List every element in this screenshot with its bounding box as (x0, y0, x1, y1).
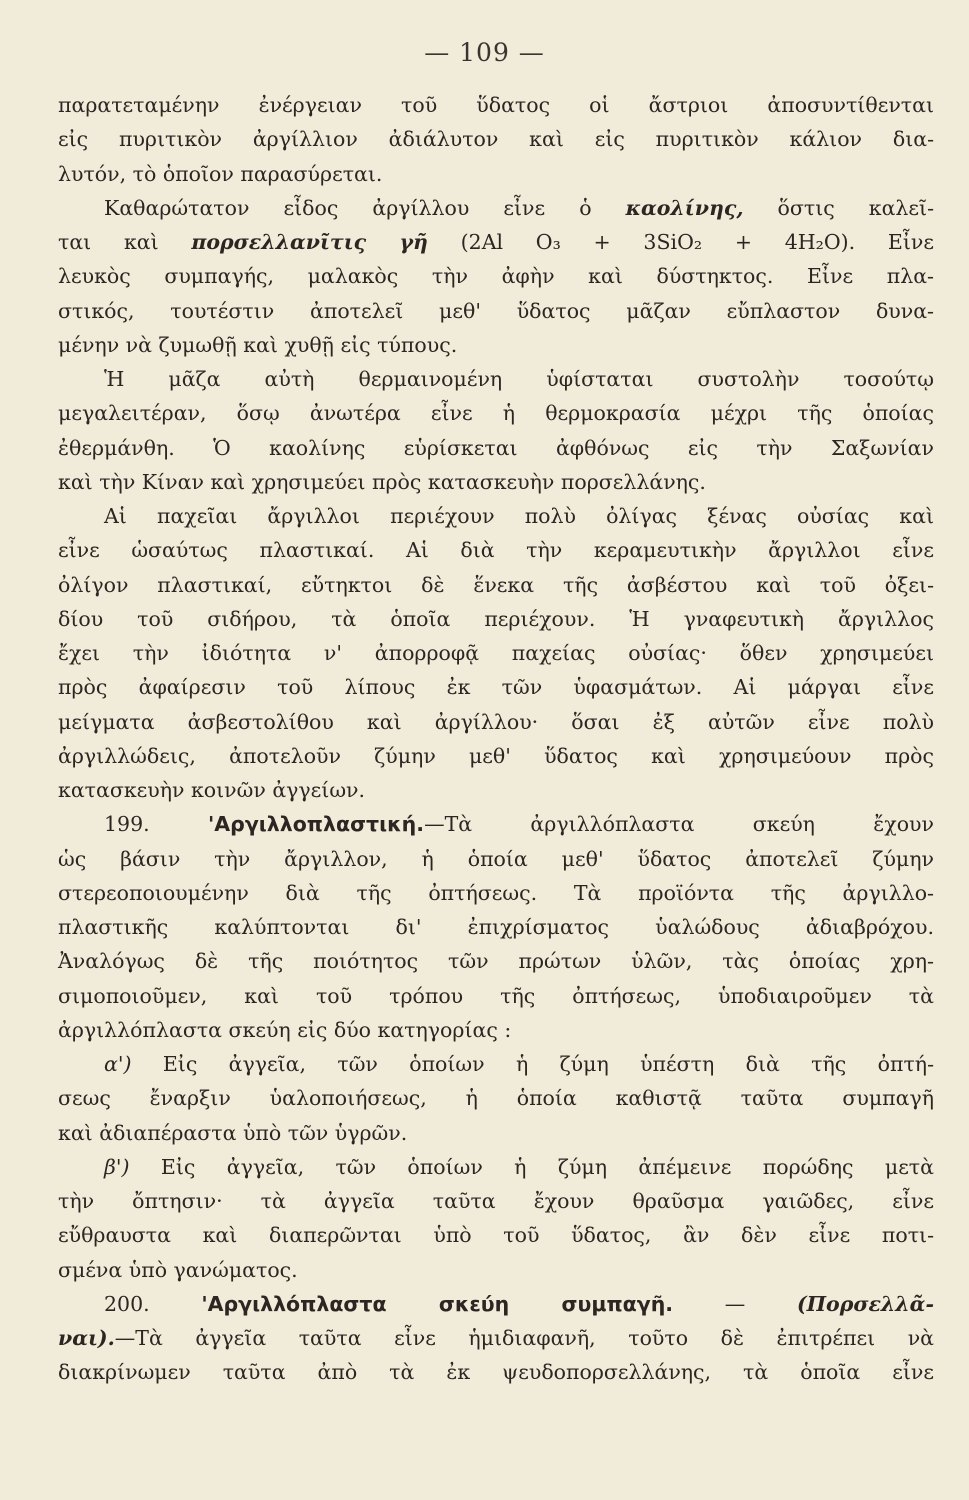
page-number: — 109 — (424, 38, 545, 67)
term-kaolinis: καολίνης, (625, 195, 744, 220)
text-line: ὀλίγον πλαστικαί, εὔτηκτοι δὲ ἕνεκα τῆς ἀσβέστου καὶ τοῦ ὀξει- (58, 572, 934, 597)
text-line: σμένα ὑπὸ γανώματος. (58, 1257, 298, 1282)
text-line: κατασκευὴν κοινῶν ἀγγείων. (58, 778, 366, 802)
section-200-title: 'Αργιλλόπλαστα σκεύη συμπαγῆ. (201, 1291, 674, 1316)
text-line: σιμοποιοῦμεν, καὶ τοῦ τρόπου τῆς ὀπτήσεως, ὑποδιαιροῦμεν τὰ (58, 983, 934, 1008)
text-line: ναι).—Τὰ ἀγγεῖα ταῦτα εἶνε ἡμιδιαφανῆ, τοῦτο δὲ ἐπιτρέπει νὰ (58, 1326, 934, 1350)
text-line: λευκὸς συμπαγής, μαλακὸς τὴν ἀφὴν καὶ δύστηκτος. Εἶνε πλα- (58, 264, 934, 289)
text-line: καὶ ἀδιαπέραστα ὑπὸ τῶν ὑγρῶν. (58, 1120, 408, 1145)
text-line: Αἱ παχεῖαι ἄργιλλοι περιέχουν πολὺ ὀλίγας ξένας οὐσίας καὶ (104, 504, 934, 528)
text-line: Ἀναλόγως δὲ τῆς ποιότητος τῶν πρώτων ὑλῶν, τὰς ὁποίας χρη- (58, 949, 934, 974)
list-item-a: α') Εἰς ἀγγεῖα, τῶν ὁποίων ἡ ζύμη ὑπέστη διὰ τῆς ὀπτή- (104, 1052, 934, 1076)
body-text (58, 88, 934, 1390)
text-line: μεγαλειτέραν, ὅσῳ ἀνωτέρα εἶνε ἡ θερμοκρασία μέχρι τῆς ὁποίας (58, 401, 934, 426)
list-item-b: β') Εἰς ἀγγεῖα, τῶν ὁποίων ἡ ζύμη ἀπέμεινε πορώδης μετὰ (104, 1154, 934, 1179)
section-199-title: 'Αργιλλοπλαστική. (208, 812, 425, 837)
text-line: πλαστικῆς καλύπτονται δι' ἐπιχρίσματος ὑαλώδους ἀδιαβρόχου. (58, 915, 934, 939)
text-line: πρὸς ἀφαίρεσιν τοῦ λίπους ἐκ τῶν ὑφασμάτων. Αἱ μάργαι εἶνε (58, 675, 934, 700)
text-line: ἀργιλλώδεις, ἀποτελοῦν ζύμην μεθ' ὕδατος καὶ χρησιμεύουν πρὸς (58, 743, 934, 768)
text-line: στερεοποιουμένην διὰ τῆς ὀπτήσεως. Τὰ προϊόντα τῆς ἀργιλλο- (58, 880, 934, 905)
text-line: εἶνε ὡσαύτως πλαστικαί. Αἱ διὰ τὴν κεραμευτικὴν ἄργιλλοι εἶνε (58, 538, 934, 563)
section-200-heading: 200. 'Αργιλλόπλαστα σκεύη συμπαγῆ. — (Πορσελλᾶ- (104, 1291, 934, 1316)
text-line: εἰς πυριτικὸν ἀργίλλιον ἀδιάλυτον καὶ εἰς πυριτικὸν κάλιον δια- (58, 127, 934, 152)
text-line: διακρίνωμεν ταῦτα ἀπὸ τὰ ἐκ ψευδοπορσελλάνης, τὰ ὁποῖα εἶνε (58, 1360, 934, 1385)
text-line: παρατεταμένην ἐνέργειαν τοῦ ὕδατος οἱ ἄστριοι ἀποσυντίθενται (58, 93, 934, 117)
text-line: ὡς βάσιν τὴν ἄργιλλον, ἡ ὁποία μεθ' ὕδατος ἀποτελεῖ ζύμην (58, 846, 934, 871)
term-porselanitis: πορσελλανῖτις γῆ (191, 230, 428, 254)
section-199-heading: 199. 'Αργιλλοπλαστική.—Τὰ ἀργιλλόπλαστα σκεύη ἔχουν (104, 812, 934, 837)
text-line: εὔθραυστα καὶ διαπερῶνται ὑπὸ τοῦ ὕδατος, ἂν δὲν εἶνε ποτι- (58, 1223, 934, 1248)
text-line: μείγματα ἀσβεστολίθου καὶ ἀργίλλου· ὅσαι ἐξ αὐτῶν εἶνε πολὺ (58, 709, 934, 734)
text-line: λυτόν, τὸ ὁποῖον παρασύρεται. (58, 161, 383, 186)
text-line: καὶ τὴν Κίναν καὶ χρησιμεύει πρὸς κατασκευὴν πορσελλάνης. (58, 469, 706, 494)
text-line: σεως ἔναρξιν ὑαλοποιήσεως, ἡ ὁποία καθιστᾷ ταῦτα συμπαγῆ (58, 1086, 934, 1111)
text-line: ται καὶ πορσελλανῖτις γῆ (2Al O₃ + 3SiO₂ + 4H₂O). Εἶνε (58, 230, 935, 254)
text-line: ἔχει τὴν ἰδιότητα ν' ἀπορροφᾷ παχείας οὐσίας· ὅθεν χρησιμεύει (58, 641, 934, 665)
text-line: μένην νὰ ζυμωθῇ καὶ χυθῇ εἰς τύπους. (58, 332, 458, 357)
text-line: δίου τοῦ σιδήρου, τὰ ὁποῖα περιέχουν. Ἡ γναφευτικὴ ἄργιλλος (58, 606, 934, 631)
text-line: στικός, τουτέστιν ἀποτελεῖ μεθ' ὕδατος μᾶζαν εὔπλαστον δυνα- (58, 298, 934, 323)
text-line: Ἡ μᾶζα αὐτὴ θερμαινομένη ὑφίσταται συστολὴν τοσούτῳ (104, 367, 934, 391)
text-line: ἀργιλλόπλαστα σκεύη εἰς δύο κατηγορίας : (58, 1017, 512, 1042)
text-line: Καθαρώτατον εἶδος ἀργίλλου εἶνε ὁ καολίνης, ὅστις καλεῖ- (104, 195, 935, 220)
text-line: ἐθερμάνθη. Ὁ καολίνης εὑρίσκεται ἀφθόνως εἰς τὴν Σαξωνίαν (58, 435, 934, 460)
text-line: τὴν ὄπτησιν· τὰ ἀγγεῖα ταῦτα ἔχουν θραῦσμα γαιῶδες, εἶνε (58, 1189, 934, 1213)
